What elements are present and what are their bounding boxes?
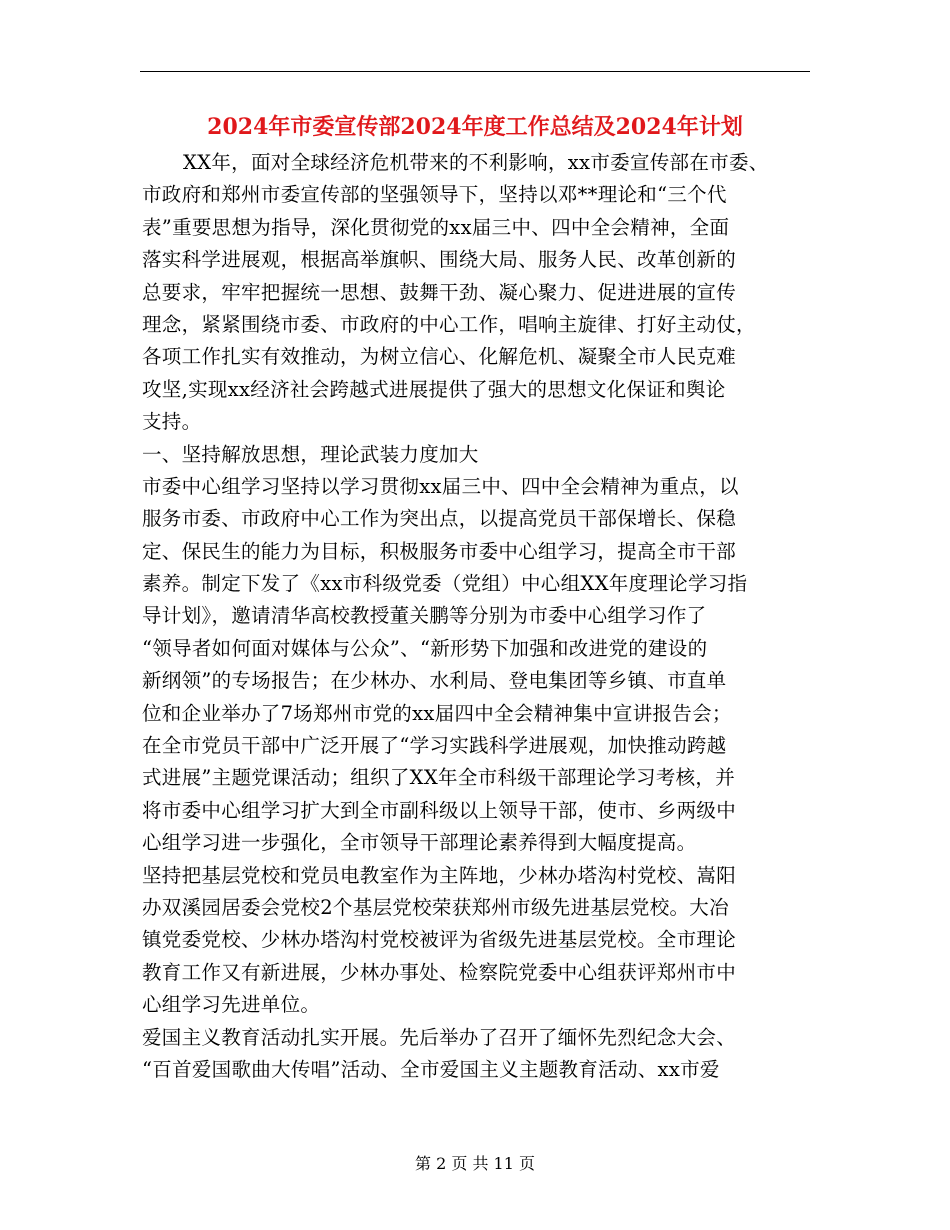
body-line: 将市委中心组学习扩大到全市副科级以上领导干部，使市、乡两级中: [142, 798, 737, 822]
document-body: [142, 147, 814, 1086]
header-rule: [140, 71, 810, 72]
body-line: 办双溪园居委会党校2个基层党校荣获郑州市级先进基层党校。大冶: [142, 895, 729, 919]
body-line: 在全市党员干部中广泛开展了“学习实践科学进展观，加快推动跨越: [142, 734, 727, 758]
body-line: 总要求，牢牢把握统一思想、鼓舞干劲、凝心聚力、促进进展的宣传: [142, 280, 737, 304]
body-line: 各项工作扎实有效推动，为树立信心、化解危机、凝聚全市人民克难: [142, 345, 737, 369]
body-line: XX年，面对全球经济危机带来的不利影响，xx市委宣传部在市委、: [183, 151, 769, 174]
document-title: 2024年市委宣传部2024年度工作总结及2024年计划: [207, 114, 743, 140]
body-line: 攻坚,实现xx经济社会跨越式进展提供了强大的思想文化保证和舆论: [142, 377, 726, 401]
body-line: 理念，紧紧围绕市委、市政府的中心工作，唱响主旋律、打好主动仗，: [142, 312, 756, 336]
body-line: 镇党委党校、少林办塔沟村党校被评为省级先进基层党校。全市理论: [142, 928, 737, 952]
body-line: 爱国主义教育活动扎实开展。先后举办了召开了缅怀先烈纪念大会、: [142, 1025, 737, 1049]
body-line: 心组学习先进单位。: [142, 993, 321, 1017]
body-line: 新纲领”的专场报告；在少林办、水利局、登电集团等乡镇、市直单: [142, 669, 727, 693]
body-line: 市委中心组学习坚持以学习贯彻xx届三中、四中全会精神为重点，以: [142, 474, 739, 498]
body-line: “领导者如何面对媒体与公众”、“新形势下加强和改进党的建设的: [142, 636, 708, 660]
body-line: 定、保民生的能力为目标，积极服务市委中心组学习，提高全市干部: [142, 539, 737, 563]
body-line: 教育工作又有新进展，少林办事处、检察院党委中心组获评郑州市中: [142, 960, 737, 984]
body-line: 市政府和郑州市委宣传部的坚强领导下，坚持以邓**理论和“三个代: [142, 183, 727, 207]
body-line: 支持。: [142, 410, 202, 434]
body-line: 落实科学进展观，根据高举旗帜、围绕大局、服务人民、改革创新的: [142, 248, 737, 272]
body-line: 心组学习进一步强化，全市领导干部理论素养得到大幅度提高。: [142, 831, 697, 855]
body-line: 素养。制定下发了《xx市科级党委（党组）中心组XX年度理论学习指: [142, 572, 748, 596]
body-line: 式进展”主题党课活动；组织了XX年全市科级干部理论学习考核，并: [142, 766, 736, 790]
body-line: 表”重要思想为指导，深化贯彻党的xx届三中、四中全会精神，全面: [142, 215, 730, 239]
body-line: 位和企业举办了7场郑州市党的xx届四中全会精神集中宣讲报告会；: [142, 701, 732, 725]
body-line: 坚持把基层党校和党员电教室作为主阵地，少林办塔沟村党校、嵩阳: [142, 863, 737, 887]
body-line: 导计划》，邀请清华高校教授董关鹏等分别为市委中心组学习作了: [142, 604, 707, 628]
page-number: 第 2 页 共 11 页: [415, 1154, 535, 1173]
body-line: 服务市委、市政府中心工作为突出点，以提高党员干部保增长、保稳: [142, 507, 737, 531]
section-heading: 一、坚持解放思想，理论武装力度加大: [142, 442, 479, 466]
body-line: “百首爱国歌曲大传唱”活动、全市爱国主义主题教育活动、xx市爱: [142, 1057, 720, 1081]
